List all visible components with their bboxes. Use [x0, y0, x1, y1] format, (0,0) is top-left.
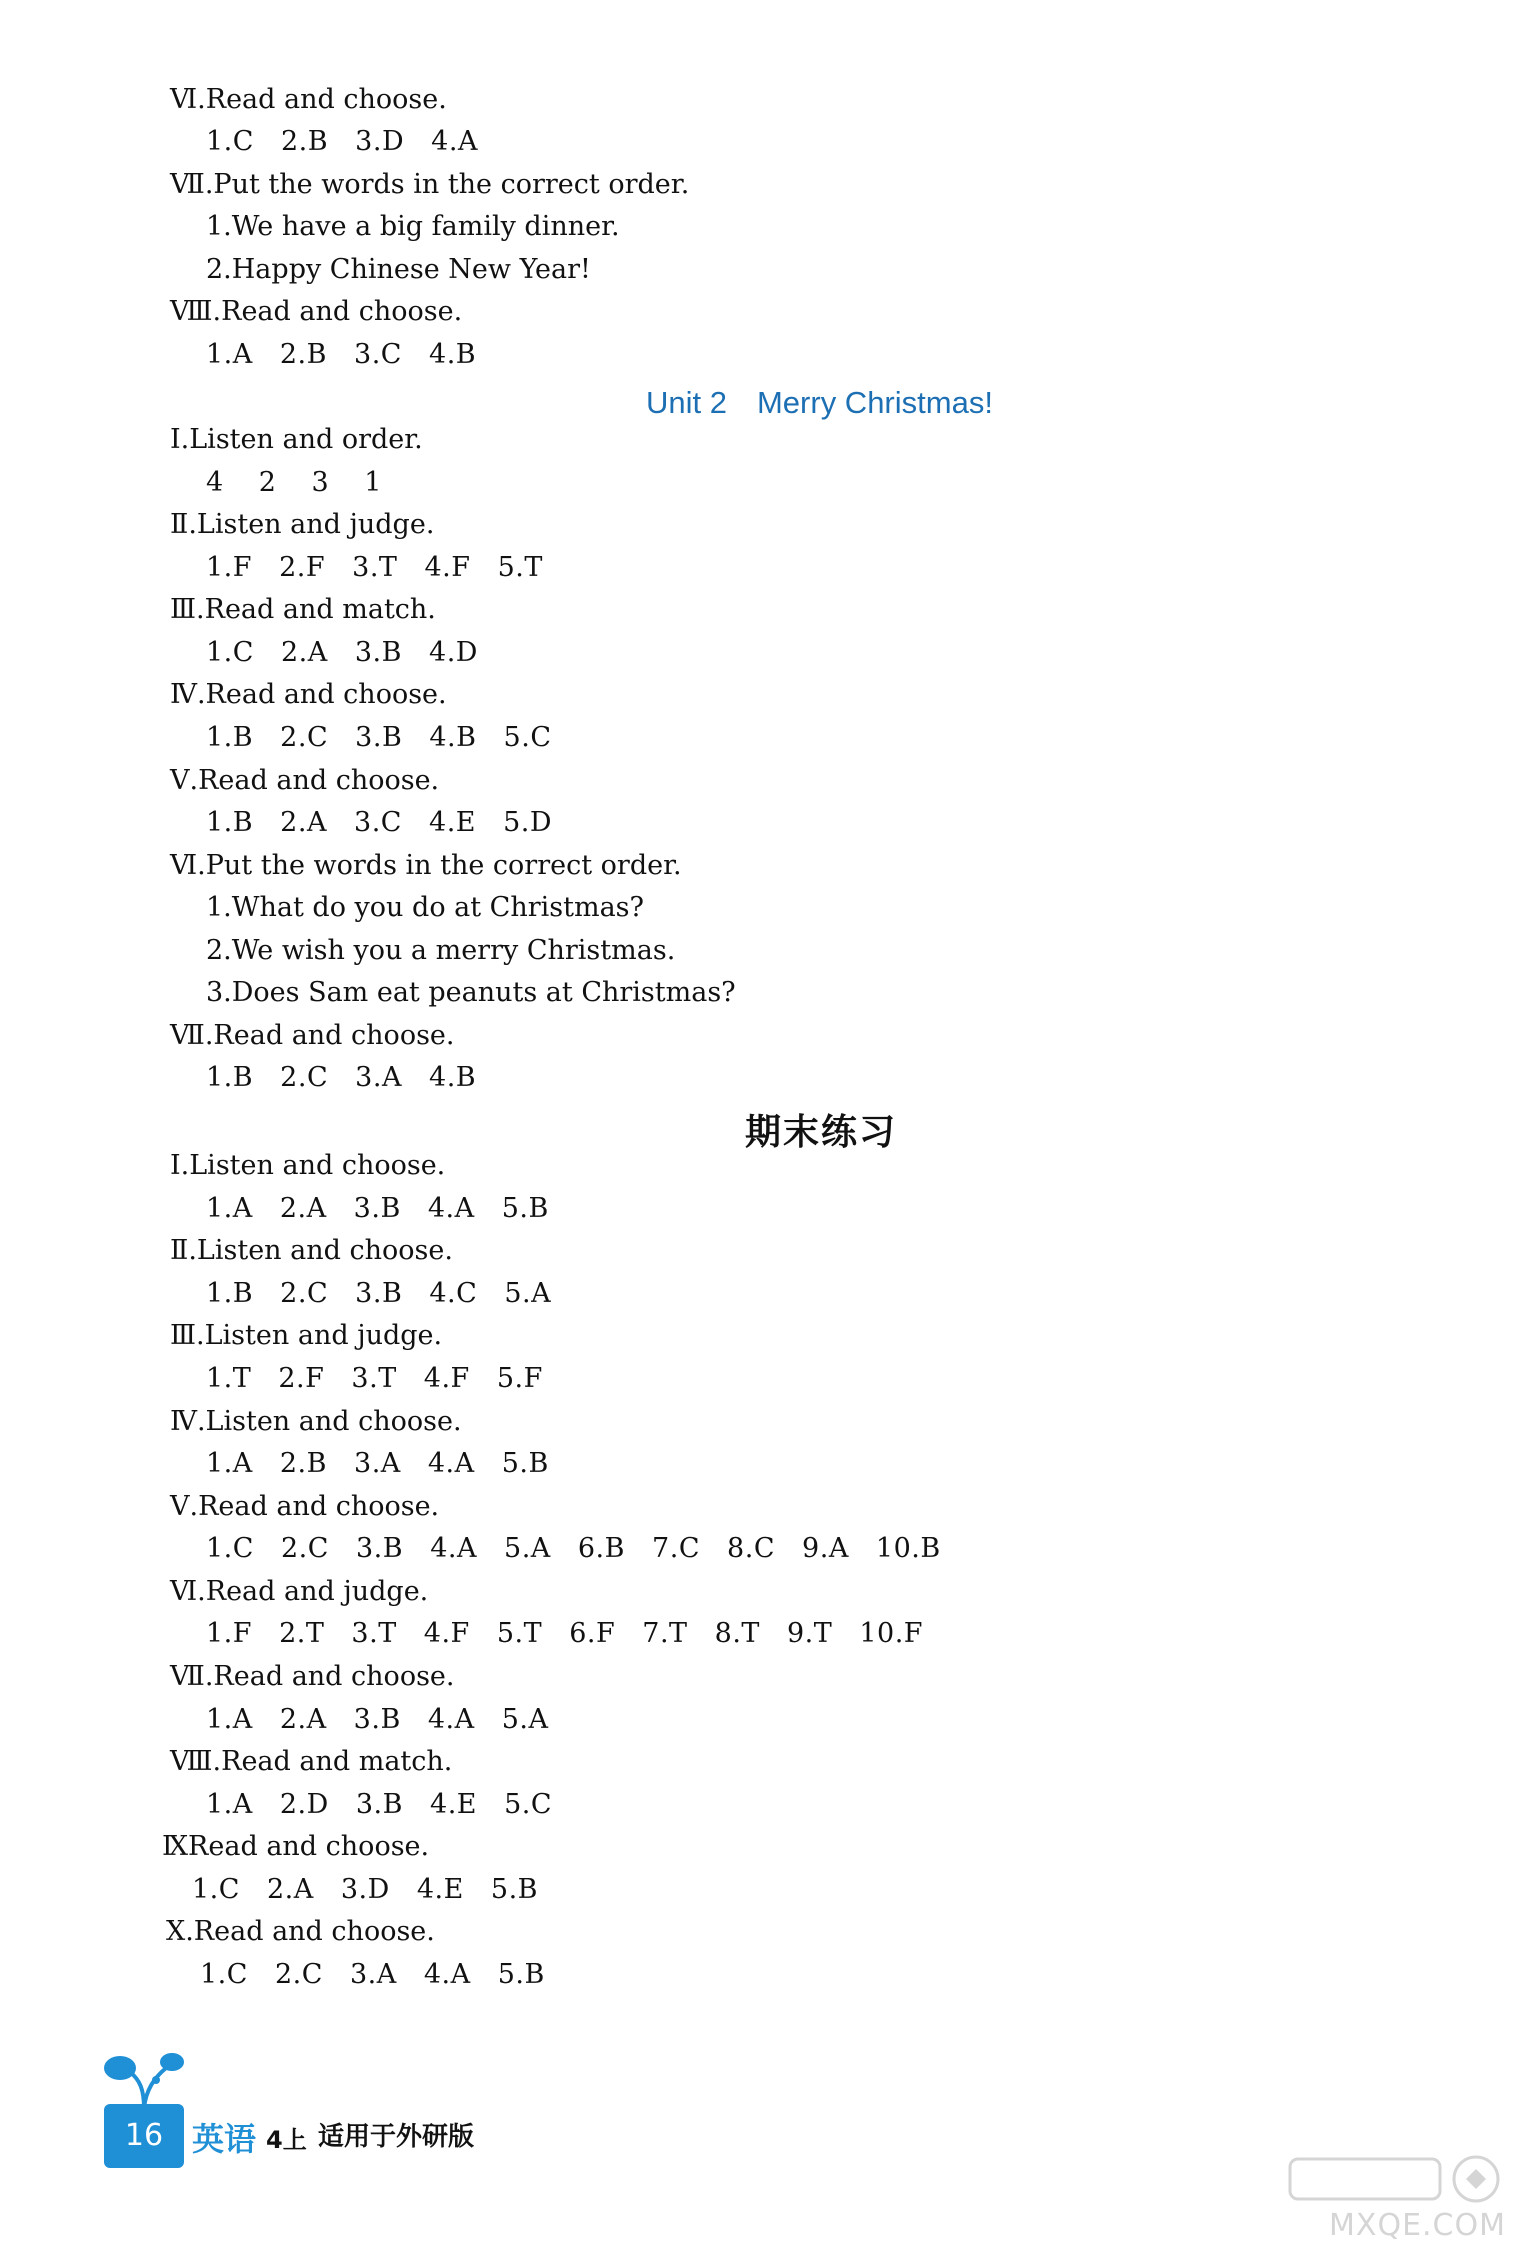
- answer-line: 1.A 2.D 3.B 4.E 5.C: [206, 1789, 552, 1820]
- section-heading: Ⅶ.Put the words in the correct order.: [170, 169, 690, 200]
- answer-sentence: 2.Happy Chinese New Year!: [206, 254, 591, 285]
- unit-title: [646, 385, 1066, 421]
- section-heading: Ⅴ.Read and choose.: [170, 1491, 440, 1522]
- edition-label: 适用于外研版: [318, 2122, 475, 2152]
- answer-sentence: 1.What do you do at Christmas?: [206, 892, 645, 923]
- section-heading: Ⅲ.Read and match.: [170, 594, 436, 625]
- answer-line: 1.F 2.T 3.T 4.F 5.T 6.F 7.T 8.T 9.T 10.F: [206, 1618, 924, 1649]
- answer-line: 1.B 2.C 3.B 4.B 5.C: [206, 722, 552, 753]
- sprout-icon: [100, 2050, 190, 2110]
- section-heading: Ⅰ.Listen and order.: [170, 424, 423, 455]
- section-heading: Ⅶ.Read and choose.: [170, 1661, 455, 1692]
- answer-line: 1.A 2.A 3.B 4.A 5.A: [206, 1704, 549, 1735]
- section-heading: Ⅷ.Read and choose.: [170, 296, 463, 327]
- page-footer: [100, 2050, 560, 2190]
- grade-label: 4上: [266, 2126, 307, 2154]
- answer-line: 1.C 2.C 3.A 4.A 5.B: [200, 1959, 545, 1990]
- answer-sentence: 2.We wish you a merry Christmas.: [206, 935, 676, 966]
- section-heading: Ⅱ.Listen and choose.: [170, 1235, 453, 1266]
- answer-line: 1.F 2.F 3.T 4.F 5.T: [206, 552, 543, 583]
- section-heading: Ⅱ.Listen and judge.: [170, 509, 435, 540]
- section-heading: ⅨRead and choose.: [162, 1831, 430, 1862]
- section-heading: Ⅴ.Read and choose.: [170, 765, 440, 796]
- page-number: 16: [104, 2104, 184, 2168]
- subject-label: 英语: [192, 2120, 257, 2158]
- section-heading: Ⅵ.Read and choose.: [170, 84, 447, 115]
- final-practice-title: 期末练习: [745, 1112, 898, 1153]
- section-heading: Ⅳ.Listen and choose.: [170, 1406, 462, 1437]
- answer-line: 1.C 2.B 3.D 4.A: [206, 126, 478, 157]
- section-heading: Ⅲ.Listen and judge.: [170, 1320, 443, 1351]
- section-heading: Ⅰ.Listen and choose.: [170, 1150, 446, 1181]
- unit-name: Merry Christmas!: [756, 385, 993, 420]
- section-heading: Ⅹ.Read and choose.: [166, 1916, 435, 1947]
- answer-line: 1.C 2.C 3.B 4.A 5.A 6.B 7.C 8.C 9.A 10.B: [206, 1533, 941, 1564]
- answer-line: 1.C 2.A 3.D 4.E 5.B: [192, 1874, 538, 1905]
- answer-line: 1.C 2.A 3.B 4.D: [206, 637, 478, 668]
- answer-line: 1.B 2.A 3.C 4.E 5.D: [206, 807, 552, 838]
- answer-line: 1.A 2.A 3.B 4.A 5.B: [206, 1193, 549, 1224]
- section-heading: Ⅳ.Read and choose.: [170, 679, 447, 710]
- answer-line: 1.A 2.B 3.A 4.A 5.B: [206, 1448, 549, 1479]
- watermark-text: MXQE.COM: [1329, 2208, 1506, 2243]
- answer-line: 1.B 2.C 3.B 4.C 5.A: [206, 1278, 552, 1309]
- watermark: [1266, 2153, 1506, 2243]
- unit-number: Unit 2: [646, 385, 727, 420]
- answer-sentence: 1.We have a big family dinner.: [206, 211, 620, 242]
- section-heading: Ⅶ.Read and choose.: [170, 1020, 455, 1051]
- section-heading: Ⅵ.Put the words in the correct order.: [170, 850, 682, 881]
- section-heading: Ⅵ.Read and judge.: [170, 1576, 429, 1607]
- answer-line: 1.B 2.C 3.A 4.B: [206, 1062, 477, 1093]
- answer-line: 1.A 2.B 3.C 4.B: [206, 339, 477, 370]
- answer-line: 4 2 3 1: [206, 467, 382, 498]
- answer-line: 1.T 2.F 3.T 4.F 5.F: [206, 1363, 543, 1394]
- answer-sentence: 3.Does Sam eat peanuts at Christmas?: [206, 977, 736, 1008]
- section-heading: Ⅷ.Read and match.: [170, 1746, 453, 1777]
- answer-site-logo-icon: [1286, 2153, 1506, 2205]
